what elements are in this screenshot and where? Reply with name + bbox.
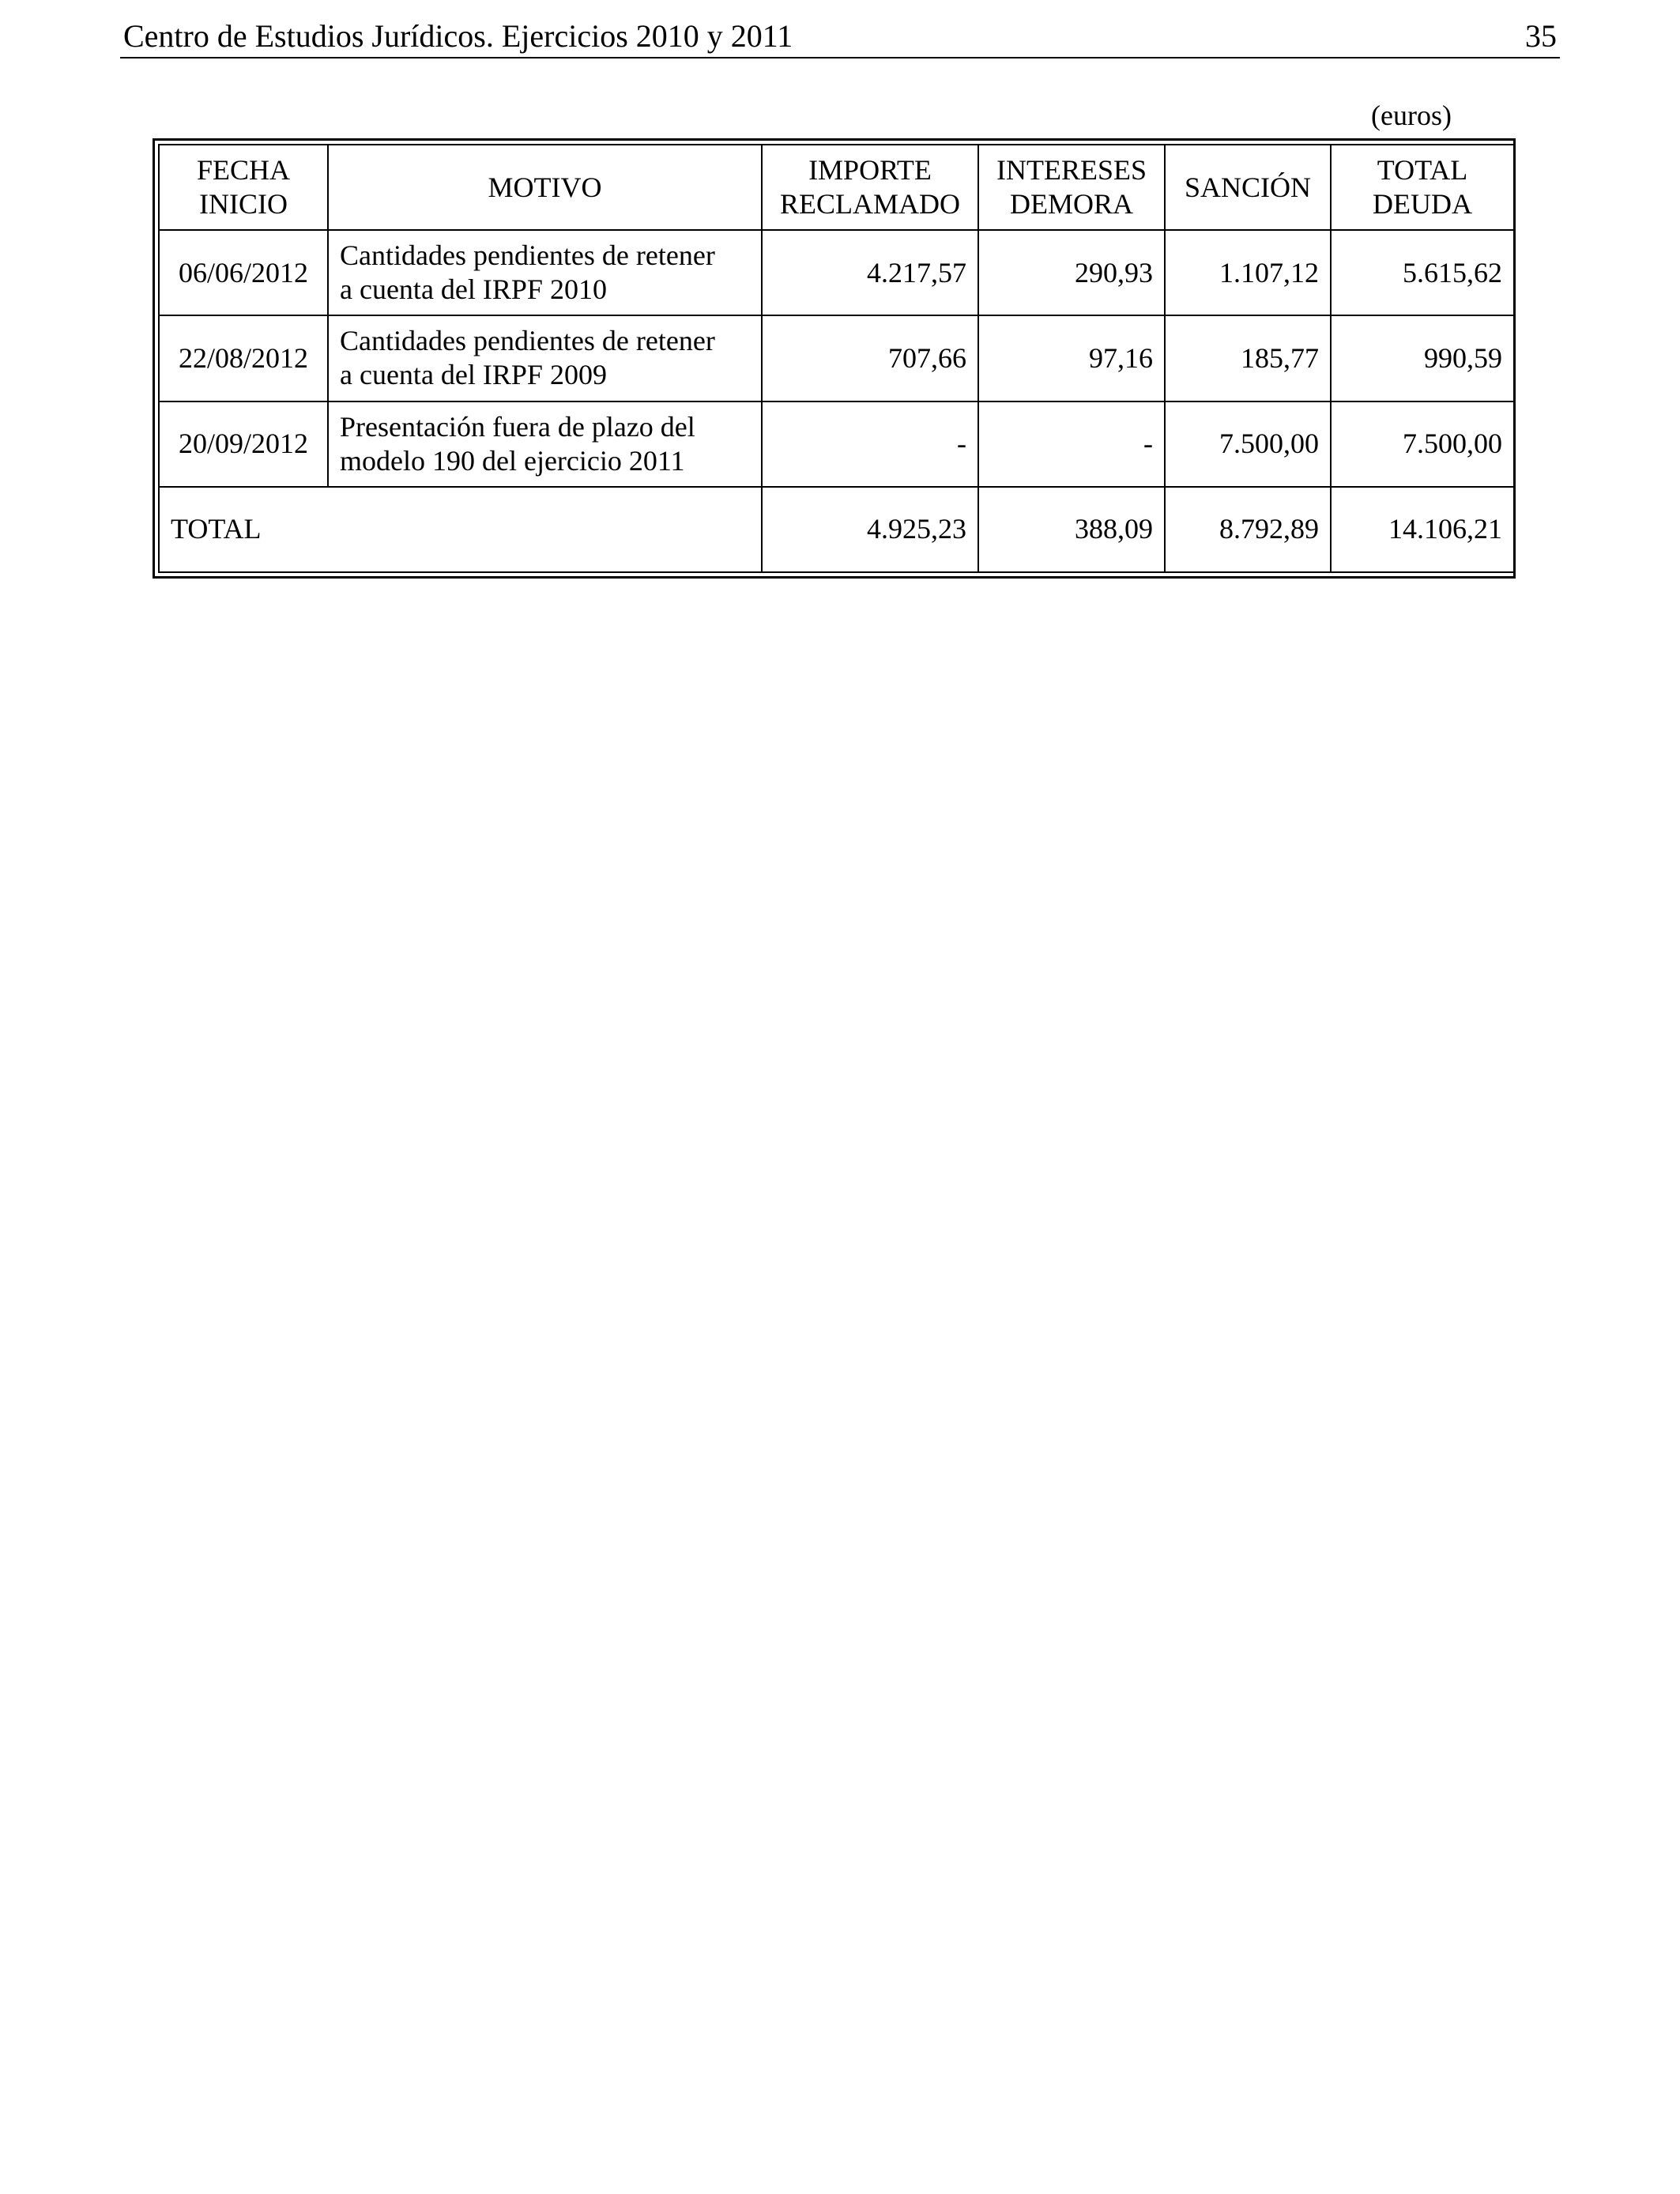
column-header-intereses: INTERESES DEMORA (978, 145, 1165, 230)
units-note: (euros) (1371, 100, 1452, 131)
cell-sancion: 185,77 (1165, 315, 1331, 401)
cell-total: 7.500,00 (1331, 401, 1514, 487)
cell-sancion: 1.107,12 (1165, 230, 1331, 315)
column-header-fecha: FECHA INICIO (159, 145, 328, 230)
debt-table-frame (153, 138, 1516, 579)
cell-total: 5.615,62 (1331, 230, 1514, 315)
table-row (159, 401, 1514, 487)
column-header-total-deuda: TOTAL DEUDA (1331, 145, 1514, 230)
cell-motivo: Cantidades pendientes de retener a cuenta del IRPF 2009 (328, 315, 762, 401)
cell-importe: - (762, 401, 978, 487)
cell-total: 990,59 (1331, 315, 1514, 401)
column-header-importe: IMPORTE RECLAMADO (762, 145, 978, 230)
cell-motivo: Presentación fuera de plazo del modelo 190 del ejercicio 2011 (328, 401, 762, 487)
cell-fecha: 20/09/2012 (159, 401, 328, 487)
total-intereses: 388,09 (978, 487, 1165, 572)
total-label: TOTAL (159, 487, 762, 572)
cell-intereses: - (978, 401, 1165, 487)
total-sancion: 8.792,89 (1165, 487, 1331, 572)
table-total-row (159, 487, 1514, 572)
cell-sancion: 7.500,00 (1165, 401, 1331, 487)
table-row (159, 230, 1514, 315)
cell-fecha: 06/06/2012 (159, 230, 328, 315)
cell-importe: 707,66 (762, 315, 978, 401)
table-row (159, 315, 1514, 401)
debt-table (158, 144, 1515, 573)
column-header-motivo: MOTIVO (328, 145, 762, 230)
total-importe: 4.925,23 (762, 487, 978, 572)
total-deuda: 14.106,21 (1331, 487, 1514, 572)
running-header-title: Centro de Estudios Jurídicos. Ejercicios 2010 y 2011 (123, 18, 793, 54)
cell-intereses: 97,16 (978, 315, 1165, 401)
cell-importe: 4.217,57 (762, 230, 978, 315)
cell-motivo: Cantidades pendientes de retener a cuenta del IRPF 2010 (328, 230, 762, 315)
column-header-sancion: SANCIÓN (1165, 145, 1331, 230)
table-header-row (159, 145, 1514, 230)
cell-intereses: 290,93 (978, 230, 1165, 315)
cell-fecha: 22/08/2012 (159, 315, 328, 401)
page-header (120, 13, 1560, 58)
page-number: 35 (1525, 18, 1557, 54)
